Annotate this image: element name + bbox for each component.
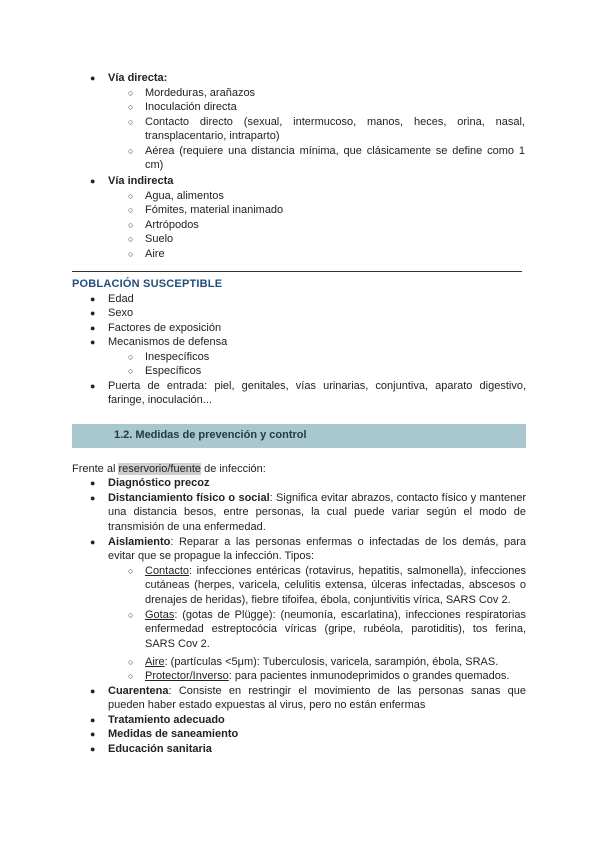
bullet: ● bbox=[90, 715, 96, 725]
sub-bullet: ○ bbox=[128, 249, 134, 259]
definition: : Reparar a las personas enfermas o infectadas de los demás, para bbox=[170, 536, 526, 548]
list-item bbox=[108, 684, 526, 699]
highlighted-text: reservorio/fuente bbox=[118, 463, 202, 475]
term: Gotas bbox=[145, 609, 175, 621]
definition: : (gotas de Plügge): (neumonía, escarlatina), infecciones respiratorias bbox=[174, 609, 526, 621]
list-item bbox=[145, 655, 498, 670]
list-item: Edad bbox=[108, 293, 134, 305]
term: Protector/Inverso bbox=[145, 670, 229, 682]
sub-bullet: ○ bbox=[128, 234, 134, 244]
list-item bbox=[145, 669, 509, 684]
list-item bbox=[108, 535, 526, 550]
sub-bullet: ○ bbox=[128, 610, 134, 620]
list-item bbox=[108, 491, 526, 506]
list-item: Tratamiento adecuado bbox=[108, 714, 225, 726]
section-heading: 1.2. Medidas de prevención y control bbox=[114, 429, 307, 441]
list-item: Contacto directo (sexual, intermucoso, manos, heces, orina, nasal, bbox=[145, 116, 525, 128]
via-directa-label: Vía directa: bbox=[108, 72, 168, 84]
list-item: Mordeduras, arañazos bbox=[145, 87, 256, 99]
list-item bbox=[145, 608, 526, 623]
list-item-cont: una distancia besos, entre personas, la cual puede variar según el modo de bbox=[108, 506, 526, 518]
bullet: ● bbox=[90, 478, 96, 488]
list-item: Agua, alimentos bbox=[145, 190, 224, 202]
list-item: Sexo bbox=[108, 307, 134, 319]
list-item: Específicos bbox=[145, 365, 202, 377]
definition: : (partículas <5μm): Tuberculosis, varicela, sarampión, ébola, SRAS. bbox=[164, 656, 499, 668]
section-banner bbox=[72, 424, 526, 448]
definition: : para pacientes inmunodeprimidos o grandes quemados. bbox=[228, 670, 510, 682]
bullet: ● bbox=[90, 537, 96, 547]
list-item: Aire bbox=[145, 248, 165, 260]
definition: : Consiste en restringir el movimiento de las personas sanas que bbox=[168, 685, 526, 697]
bullet: ● bbox=[90, 381, 96, 391]
list-item: Puerta de entrada: piel, genitales, vías urinarias, conjuntiva, aparato digestivo, bbox=[108, 380, 526, 392]
list-item: Educación sanitaria bbox=[108, 743, 212, 755]
definition: : infecciones entéricas (rotavirus, hepatitis, salmonella), infecciones bbox=[189, 565, 526, 577]
intro-line bbox=[72, 462, 266, 477]
list-item: faringe, inoculación... bbox=[108, 394, 212, 406]
bullet: ● bbox=[90, 493, 96, 503]
list-item: Factores de exposición bbox=[108, 322, 222, 334]
list-item-cont: evitar que se propague la infección. Tipos: bbox=[108, 550, 315, 562]
list-item: cm) bbox=[145, 159, 164, 171]
sub-bullet: ○ bbox=[128, 205, 134, 215]
list-item: transplacentario, intraparto) bbox=[145, 130, 280, 142]
list-item: Diagnóstico precoz bbox=[108, 477, 210, 489]
list-item: Artrópodos bbox=[145, 219, 199, 231]
bullet: ● bbox=[90, 323, 96, 333]
list-item: Aérea (requiere una distancia mínima, que clásicamente se define como 1 bbox=[145, 145, 525, 157]
sub-bullet: ○ bbox=[128, 352, 134, 362]
list-item-cont: pueden haber estado expuestas al virus, pero no están enfermas bbox=[108, 699, 426, 711]
bullet: ● bbox=[90, 308, 96, 318]
list-item: Inespecíficos bbox=[145, 351, 210, 363]
definition: : Significa evitar abrazos, contacto físico y mantener bbox=[269, 492, 526, 504]
sub-bullet: ○ bbox=[128, 566, 134, 576]
sub-bullet: ○ bbox=[128, 102, 134, 112]
list-item-cont: drenajes de heridas), fiebre tifoifea, ébola, conjuntivitis vírica, SARS Cov 2. bbox=[145, 594, 511, 606]
bullet: ● bbox=[90, 686, 96, 696]
sub-bullet: ○ bbox=[128, 671, 134, 681]
sub-bullet: ○ bbox=[128, 88, 134, 98]
list-item: Inoculación directa bbox=[145, 101, 237, 113]
sub-bullet: ○ bbox=[128, 146, 134, 156]
sub-bullet: ○ bbox=[128, 191, 134, 201]
list-item: Suelo bbox=[145, 233, 174, 245]
via-indirecta-label: Vía indirecta bbox=[108, 175, 174, 187]
intro-prefix: Frente al bbox=[72, 463, 119, 475]
bullet: ● bbox=[90, 337, 96, 347]
term: Cuarentena bbox=[108, 685, 169, 697]
list-item: Medidas de saneamiento bbox=[108, 728, 239, 740]
divider bbox=[72, 271, 522, 272]
bullet: ● bbox=[90, 294, 96, 304]
sub-bullet: ○ bbox=[128, 657, 134, 667]
list-item: Fómites, material inanimado bbox=[145, 204, 284, 216]
intro-suffix: de infección: bbox=[201, 463, 266, 475]
term: Aislamiento bbox=[108, 536, 171, 548]
sub-bullet: ○ bbox=[128, 220, 134, 230]
term: Distanciamiento físico o social bbox=[108, 492, 270, 504]
bullet: ● bbox=[90, 729, 96, 739]
list-item-cont: enfermedad estreptocócia víricas (gripe, rubéola, parotiditis), tos ferina, bbox=[145, 623, 526, 635]
bullet: ● bbox=[90, 176, 96, 186]
sub-bullet: ○ bbox=[128, 117, 134, 127]
list-item-cont: SARS Cov 2. bbox=[145, 638, 210, 650]
list-item bbox=[145, 564, 526, 579]
section-title-poblacion: POBLACIÓN SUSCEPTIBLE bbox=[72, 278, 223, 290]
list-item-cont: transmisión de una enfermedad. bbox=[108, 521, 266, 533]
bullet: ● bbox=[90, 744, 96, 754]
sub-bullet: ○ bbox=[128, 366, 134, 376]
list-item-cont: cutáneas (herpes, varicela, celulitis extensa, úlceras infectadas, abscesos o bbox=[145, 579, 526, 591]
bullet: ● bbox=[90, 73, 96, 83]
list-item: Mecanismos de defensa bbox=[108, 336, 228, 348]
term: Aire bbox=[145, 656, 165, 668]
term: Contacto bbox=[145, 565, 190, 577]
